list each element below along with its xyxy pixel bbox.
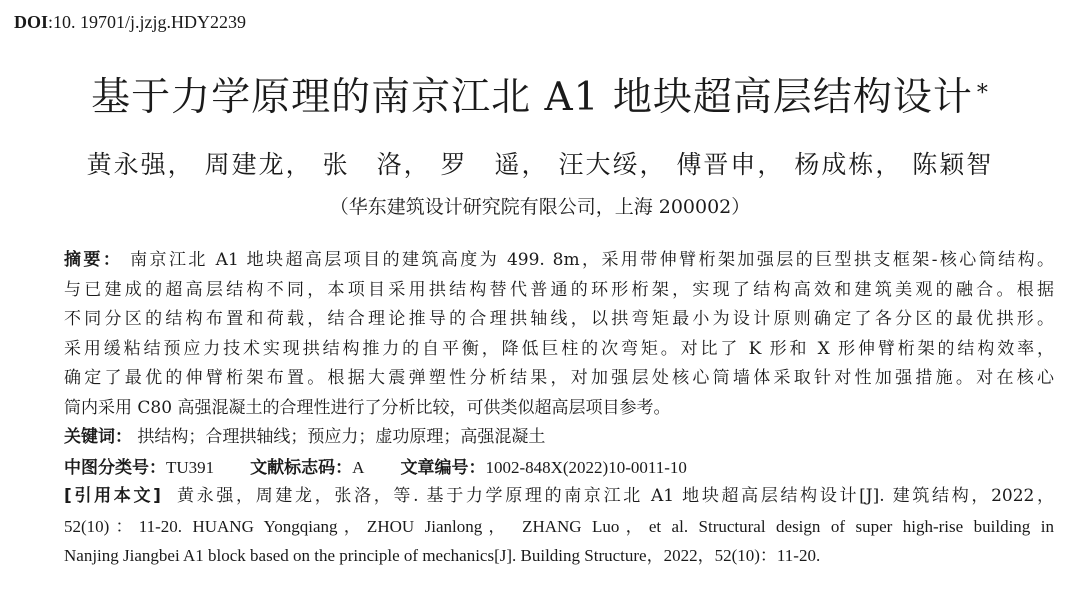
affiliation: （华东建筑设计研究院有限公司，上海 200002）: [329, 196, 751, 218]
article-no-field: [400, 453, 686, 483]
abstract-line-2: 与已建成的超高层结构不同，本项目采用拱结构替代普通的环形桁架，实现了结构高效和建筑美观的融合。根据: [64, 279, 1054, 300]
article-no-value: 1002-848X(2022)10-0011-10: [485, 457, 687, 477]
abstract-line-1: [64, 246, 1054, 276]
citation-line-3: Nanjing Jiangbei A1 block based on the principle of mechanics[J]. Building Structure，2022，52(10)：11-20.: [64, 546, 821, 565]
doc-code-field: [250, 453, 364, 483]
doi-value: :10. 19701/j.jzjg.HDY2239: [48, 12, 247, 32]
abstract-line-3: 不同分区的结构布置和荷载，结合理论推导的合理拱轴线，以拱弯矩最小为设计原则确定了各分区的最优拱形。: [64, 309, 1054, 329]
keywords-text: 拱结构；合理拱轴线；预应力；虚功原理；高强混凝土: [137, 427, 546, 447]
title-footnote-mark: *: [976, 81, 989, 106]
doc-code-label: 文献标志码：: [250, 457, 353, 478]
keywords: [64, 423, 1054, 453]
abstract-text-1: 南京江北 A1 地块超高层项目的建筑高度为 499. 8m，采用带伸臂桁架加强层的巨型拱支框架-核心筒结构。: [130, 250, 1054, 270]
citation-line-1: [64, 482, 1054, 512]
abstract-line-4: 采用缓粘结预应力技术实现拱结构推力的自平衡，降低巨柱的次弯矩。对比了 K 形和 X 形伸臂桁架的结构效率，: [64, 338, 1054, 359]
abstract: [64, 246, 1054, 423]
citation-label: [引用本文]: [64, 486, 161, 506]
abstract-label: 摘要：: [64, 250, 123, 270]
abstract-line-5: 确定了最优的伸臂桁架布置。根据大震弹塑性分析结果，对加强层处核心筒墙体采取针对性加强措施。对在核心: [64, 368, 1054, 388]
citation-text-1: 黄永强，周建龙，张洛，等. 基于力学原理的南京江北 A1 地块超高层结构设计[J]. 建筑结构，2022，: [177, 486, 1054, 506]
front-matter: [64, 246, 1054, 571]
article-no-label: 文章编号：: [400, 457, 486, 478]
citation: [64, 482, 1054, 571]
paper-title-text: 基于力学原理的南京江北 A1 地块超高层结构设计: [91, 75, 973, 120]
abstract-line-6: 筒内采用 C80 高强混凝土的合理性进行了分析比较，可供类似超高层项目参考。: [64, 397, 671, 418]
classification-row: [64, 453, 1054, 483]
clc-field: [64, 453, 214, 483]
paper-title: [0, 70, 1080, 126]
clc-value: TU391: [166, 457, 215, 477]
doc-code-value: A: [352, 457, 365, 477]
doi-line: [14, 10, 246, 35]
clc-label: 中图分类号：: [64, 457, 166, 478]
keywords-label: 关键词：: [64, 427, 132, 447]
citation-line-2: 52(10)：11-20. HUANG Yongqiang，ZHOU Jianlong， ZHANG Luo，et al. Structural design of super high-rise building in: [64, 516, 1054, 536]
author-list: 黄永强， 周建龙， 张 洛， 罗 遥， 汪大绥， 傅晋申， 杨成栋， 陈颖智: [86, 150, 994, 179]
doi-label: DOI: [14, 12, 49, 32]
